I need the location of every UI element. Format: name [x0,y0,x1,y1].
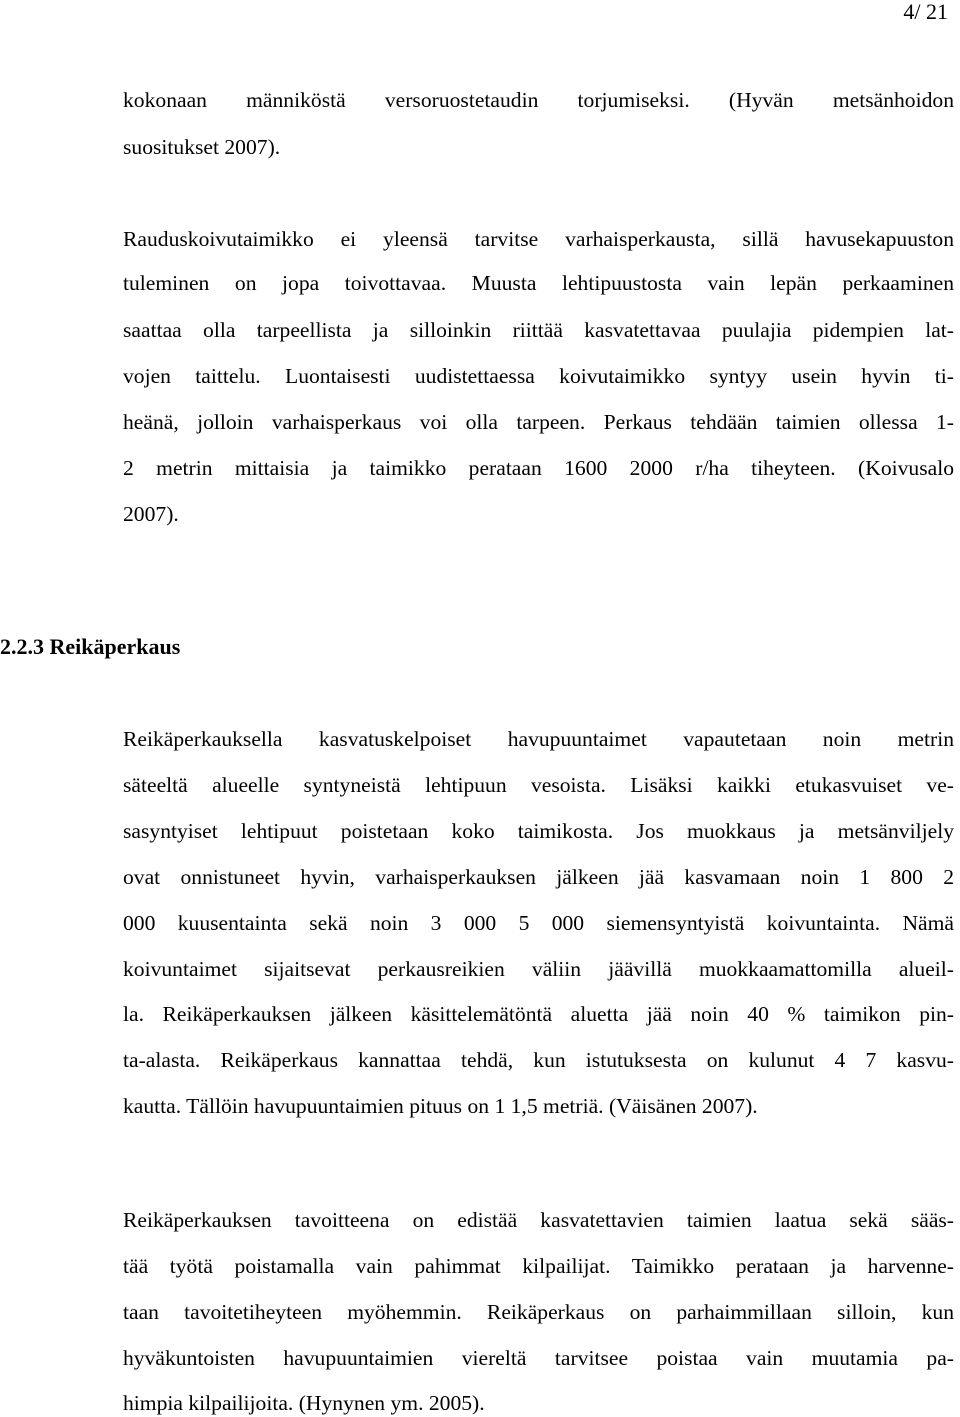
paragraph-line: saattaa olla tarpeellista ja silloinkin riittää kasvatettavaa puulajia pidempien lat- [123,318,954,342]
paragraph-line: koivuntaimet sijaitsevat perkausreikien väliin jäävillä muokkaamattomilla alueil- [123,957,954,981]
paragraph-line: vojen taittelu. Luontaisesti uudistettaessa koivutaimikko syntyy usein hyvin ti- [123,364,954,388]
paragraph-line: 2007). [123,502,179,526]
paragraph-line: sasyntyiset lehtipuut poistetaan koko taimikosta. Jos muokkaus ja metsänviljely [123,819,954,843]
paragraph-line: ovat onnistuneet hyvin, varhaisperkauksen jälkeen jää kasvamaan noin 1 800 2 [123,865,954,889]
paragraph-line: Reikäperkauksella kasvatuskelpoiset havupuuntaimet vapautetaan noin metrin [123,727,954,751]
paragraph-line: säteeltä alueelle syntyneistä lehtipuun vesoista. Lisäksi kaikki etukasvuiset ve- [123,773,954,797]
paragraph-line: tää työtä poistamalla vain pahimmat kilpailijat. Taimikko perataan ja harvenne- [123,1254,954,1278]
paragraph-line: heänä, jolloin varhaisperkaus voi olla tarpeen. Perkaus tehdään taimien ollessa 1- [123,410,954,434]
page-number: 4/ 21 [903,0,948,24]
paragraph-line: hyväkuntoisten havupuuntaimien viereltä tarvitsee poistaa vain muutamia pa- [123,1346,954,1370]
paragraph-line: ta-alasta. Reikäperkaus kannattaa tehdä, kun istutuksesta on kulunut 4 7 kasvu- [123,1048,954,1072]
paragraph-line: taan tavoitetiheyteen myöhemmin. Reikäperkaus on parhaimmillaan silloin, kun [123,1300,954,1324]
paragraph-line: 2 metrin mittaisia ja taimikko perataan 1600 2000 r/ha tiheyteen. (Koivusalo [123,456,954,480]
paragraph-line: la. Reikäperkauksen jälkeen käsittelemätöntä aluetta jää noin 40 % taimikon pin- [123,1002,954,1026]
paragraph-line: himpia kilpailijoita. (Hynynen ym. 2005). [123,1391,485,1415]
paragraph-line: suositukset 2007). [123,135,281,159]
paragraph-line: Reikäperkauksen tavoitteena on edistää kasvatettavien taimien laatua sekä sääs- [123,1208,954,1232]
paragraph-line: kautta. Tällöin havupuuntaimien pituus on 1 1,5 metriä. (Väisänen 2007). [123,1094,758,1118]
paragraph-line: tuleminen on jopa toivottavaa. Muusta lehtipuustosta vain lepän perkaaminen [123,271,954,295]
paragraph-line: Rauduskoivutaimikko ei yleensä tarvitse varhaisperkausta, sillä havusekapuuston [123,227,954,251]
section-heading: 2.2.3 Reikäperkaus [0,634,181,659]
paragraph-line: 000 kuusentainta sekä noin 3 000 5 000 siemensyntyistä koivuntainta. Nämä [123,911,954,935]
paragraph-line: kokonaan männiköstä versoruostetaudin torjumiseksi. (Hyvän metsänhoidon [123,88,954,112]
